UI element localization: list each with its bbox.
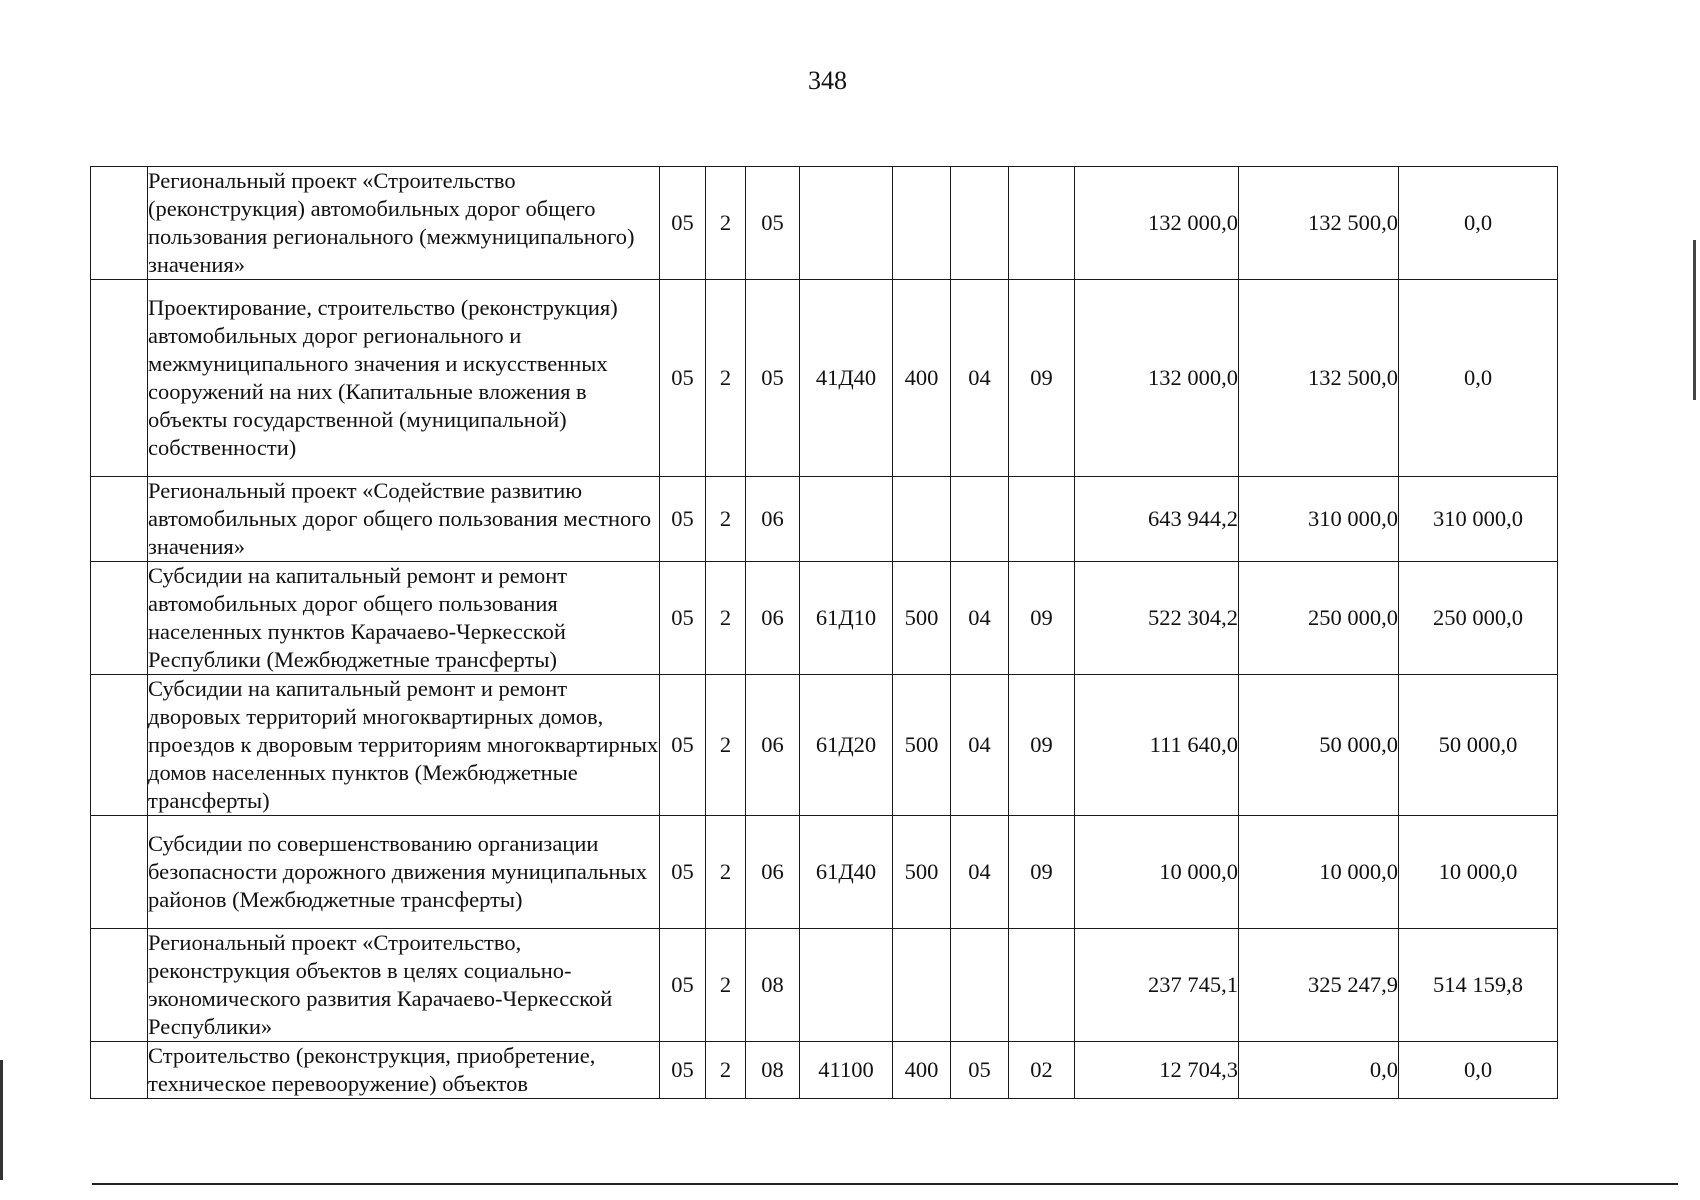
amount-year-1-cell: 10 000,0	[1075, 816, 1239, 929]
expense-type-cell: 500	[893, 562, 951, 675]
bottom-rule-divider	[92, 1183, 1678, 1185]
page-number: 348	[808, 66, 847, 95]
subsection-code-cell: 09	[1009, 816, 1075, 929]
row-number-cell	[91, 675, 148, 816]
row-number-cell	[91, 167, 148, 280]
amount-year-2-cell: 325 247,9	[1239, 929, 1399, 1042]
main-event-code-cell: 08	[746, 929, 800, 1042]
program-code-cell: 05	[660, 477, 706, 562]
row-name-cell: Субсидии по совершенствованию организации безопасности дорожного движения муниципальных районов (Межбюджетные трансферты)	[148, 816, 660, 929]
amount-year-2-cell: 50 000,0	[1239, 675, 1399, 816]
program-code-cell: 05	[660, 929, 706, 1042]
main-event-code-cell: 08	[746, 1042, 800, 1099]
subprogram-code-cell: 2	[706, 1042, 746, 1099]
amount-year-1-cell: 237 745,1	[1075, 929, 1239, 1042]
row-number-cell	[91, 562, 148, 675]
amount-year-3-cell: 0,0	[1399, 280, 1558, 477]
program-code-cell: 05	[660, 816, 706, 929]
row-name-cell: Строительство (реконструкция, приобретение, техническое перевооружение) объектов	[148, 1042, 660, 1099]
scan-edge-left	[0, 1060, 3, 1180]
program-code-cell: 05	[660, 167, 706, 280]
row-number-cell	[91, 929, 148, 1042]
direction-code-cell	[800, 929, 893, 1042]
table-row	[91, 675, 1558, 816]
expense-type-cell: 500	[893, 816, 951, 929]
amount-year-1-cell: 111 640,0	[1075, 675, 1239, 816]
amount-year-3-cell: 0,0	[1399, 1042, 1558, 1099]
row-name-cell: Региональный проект «Содействие развитию автомобильных дорог общего пользования местного значения»	[148, 477, 660, 562]
subprogram-code-cell: 2	[706, 477, 746, 562]
amount-year-3-cell: 310 000,0	[1399, 477, 1558, 562]
table-row	[91, 280, 1558, 477]
subsection-code-cell	[1009, 929, 1075, 1042]
subsection-code-cell: 09	[1009, 675, 1075, 816]
expense-type-cell	[893, 929, 951, 1042]
direction-code-cell	[800, 167, 893, 280]
amount-year-1-cell: 132 000,0	[1075, 167, 1239, 280]
main-event-code-cell: 06	[746, 675, 800, 816]
section-code-cell: 04	[951, 675, 1009, 816]
program-code-cell: 05	[660, 280, 706, 477]
amount-year-1-cell: 132 000,0	[1075, 280, 1239, 477]
section-code-cell	[951, 167, 1009, 280]
amount-year-3-cell: 250 000,0	[1399, 562, 1558, 675]
table-row	[91, 1042, 1558, 1099]
row-number-cell	[91, 477, 148, 562]
row-name-cell: Региональный проект «Строительство, реконструкция объектов в целях социально-экономического развития Карачаево-Черкесской Республики»	[148, 929, 660, 1042]
row-number-cell	[91, 1042, 148, 1099]
section-code-cell	[951, 929, 1009, 1042]
subprogram-code-cell: 2	[706, 562, 746, 675]
main-event-code-cell: 06	[746, 477, 800, 562]
table-row	[91, 562, 1558, 675]
table-row	[91, 167, 1558, 280]
amount-year-3-cell: 514 159,8	[1399, 929, 1558, 1042]
amount-year-2-cell: 0,0	[1239, 1042, 1399, 1099]
table-row	[91, 477, 1558, 562]
section-code-cell: 04	[951, 816, 1009, 929]
subprogram-code-cell: 2	[706, 280, 746, 477]
expense-type-cell	[893, 167, 951, 280]
amount-year-3-cell: 10 000,0	[1399, 816, 1558, 929]
main-event-code-cell: 06	[746, 562, 800, 675]
amount-year-2-cell: 310 000,0	[1239, 477, 1399, 562]
row-number-cell	[91, 280, 148, 477]
direction-code-cell: 41Д40	[800, 280, 893, 477]
main-event-code-cell: 05	[746, 167, 800, 280]
amount-year-1-cell: 522 304,2	[1075, 562, 1239, 675]
section-code-cell	[951, 477, 1009, 562]
subprogram-code-cell: 2	[706, 167, 746, 280]
section-code-cell: 04	[951, 280, 1009, 477]
budget-table	[90, 166, 1558, 1099]
amount-year-2-cell: 132 500,0	[1239, 280, 1399, 477]
direction-code-cell: 61Д40	[800, 816, 893, 929]
scan-edge-right	[1693, 240, 1696, 400]
row-number-cell	[91, 816, 148, 929]
subsection-code-cell: 09	[1009, 562, 1075, 675]
amount-year-3-cell: 0,0	[1399, 167, 1558, 280]
main-event-code-cell: 05	[746, 280, 800, 477]
table-row	[91, 816, 1558, 929]
section-code-cell: 04	[951, 562, 1009, 675]
subsection-code-cell	[1009, 477, 1075, 562]
subprogram-code-cell: 2	[706, 929, 746, 1042]
main-event-code-cell: 06	[746, 816, 800, 929]
subprogram-code-cell: 2	[706, 816, 746, 929]
direction-code-cell: 61Д20	[800, 675, 893, 816]
direction-code-cell	[800, 477, 893, 562]
row-name-cell: Субсидии на капитальный ремонт и ремонт дворовых территорий многоквартирных домов, проездов к дворовым территориям многоквартирных домов населенных пунктов (Межбюджетные трансферты)	[148, 675, 660, 816]
direction-code-cell: 41100	[800, 1042, 893, 1099]
subprogram-code-cell: 2	[706, 675, 746, 816]
row-name-cell: Региональный проект «Строительство (реконструкция) автомобильных дорог общего пользования регионального (межмуниципального) значения»	[148, 167, 660, 280]
program-code-cell: 05	[660, 1042, 706, 1099]
amount-year-2-cell: 132 500,0	[1239, 167, 1399, 280]
expense-type-cell	[893, 477, 951, 562]
subsection-code-cell: 02	[1009, 1042, 1075, 1099]
amount-year-1-cell: 12 704,3	[1075, 1042, 1239, 1099]
section-code-cell: 05	[951, 1042, 1009, 1099]
direction-code-cell: 61Д10	[800, 562, 893, 675]
row-name-cell: Субсидии на капитальный ремонт и ремонт автомобильных дорог общего пользования населенных пунктов Карачаево-Черкесской Республики (Межбюджетные трансферты)	[148, 562, 660, 675]
program-code-cell: 05	[660, 675, 706, 816]
expense-type-cell: 500	[893, 675, 951, 816]
amount-year-1-cell: 643 944,2	[1075, 477, 1239, 562]
amount-year-2-cell: 250 000,0	[1239, 562, 1399, 675]
table-row	[91, 929, 1558, 1042]
subsection-code-cell	[1009, 167, 1075, 280]
amount-year-2-cell: 10 000,0	[1239, 816, 1399, 929]
expense-type-cell: 400	[893, 280, 951, 477]
subsection-code-cell: 09	[1009, 280, 1075, 477]
program-code-cell: 05	[660, 562, 706, 675]
amount-year-3-cell: 50 000,0	[1399, 675, 1558, 816]
expense-type-cell: 400	[893, 1042, 951, 1099]
row-name-cell: Проектирование, строительство (реконструкция) автомобильных дорог регионального и межмуниципального значения и искусственных сооружений на них (Капитальные вложения в объекты государственной (муниципальной) собственности)	[148, 280, 660, 477]
